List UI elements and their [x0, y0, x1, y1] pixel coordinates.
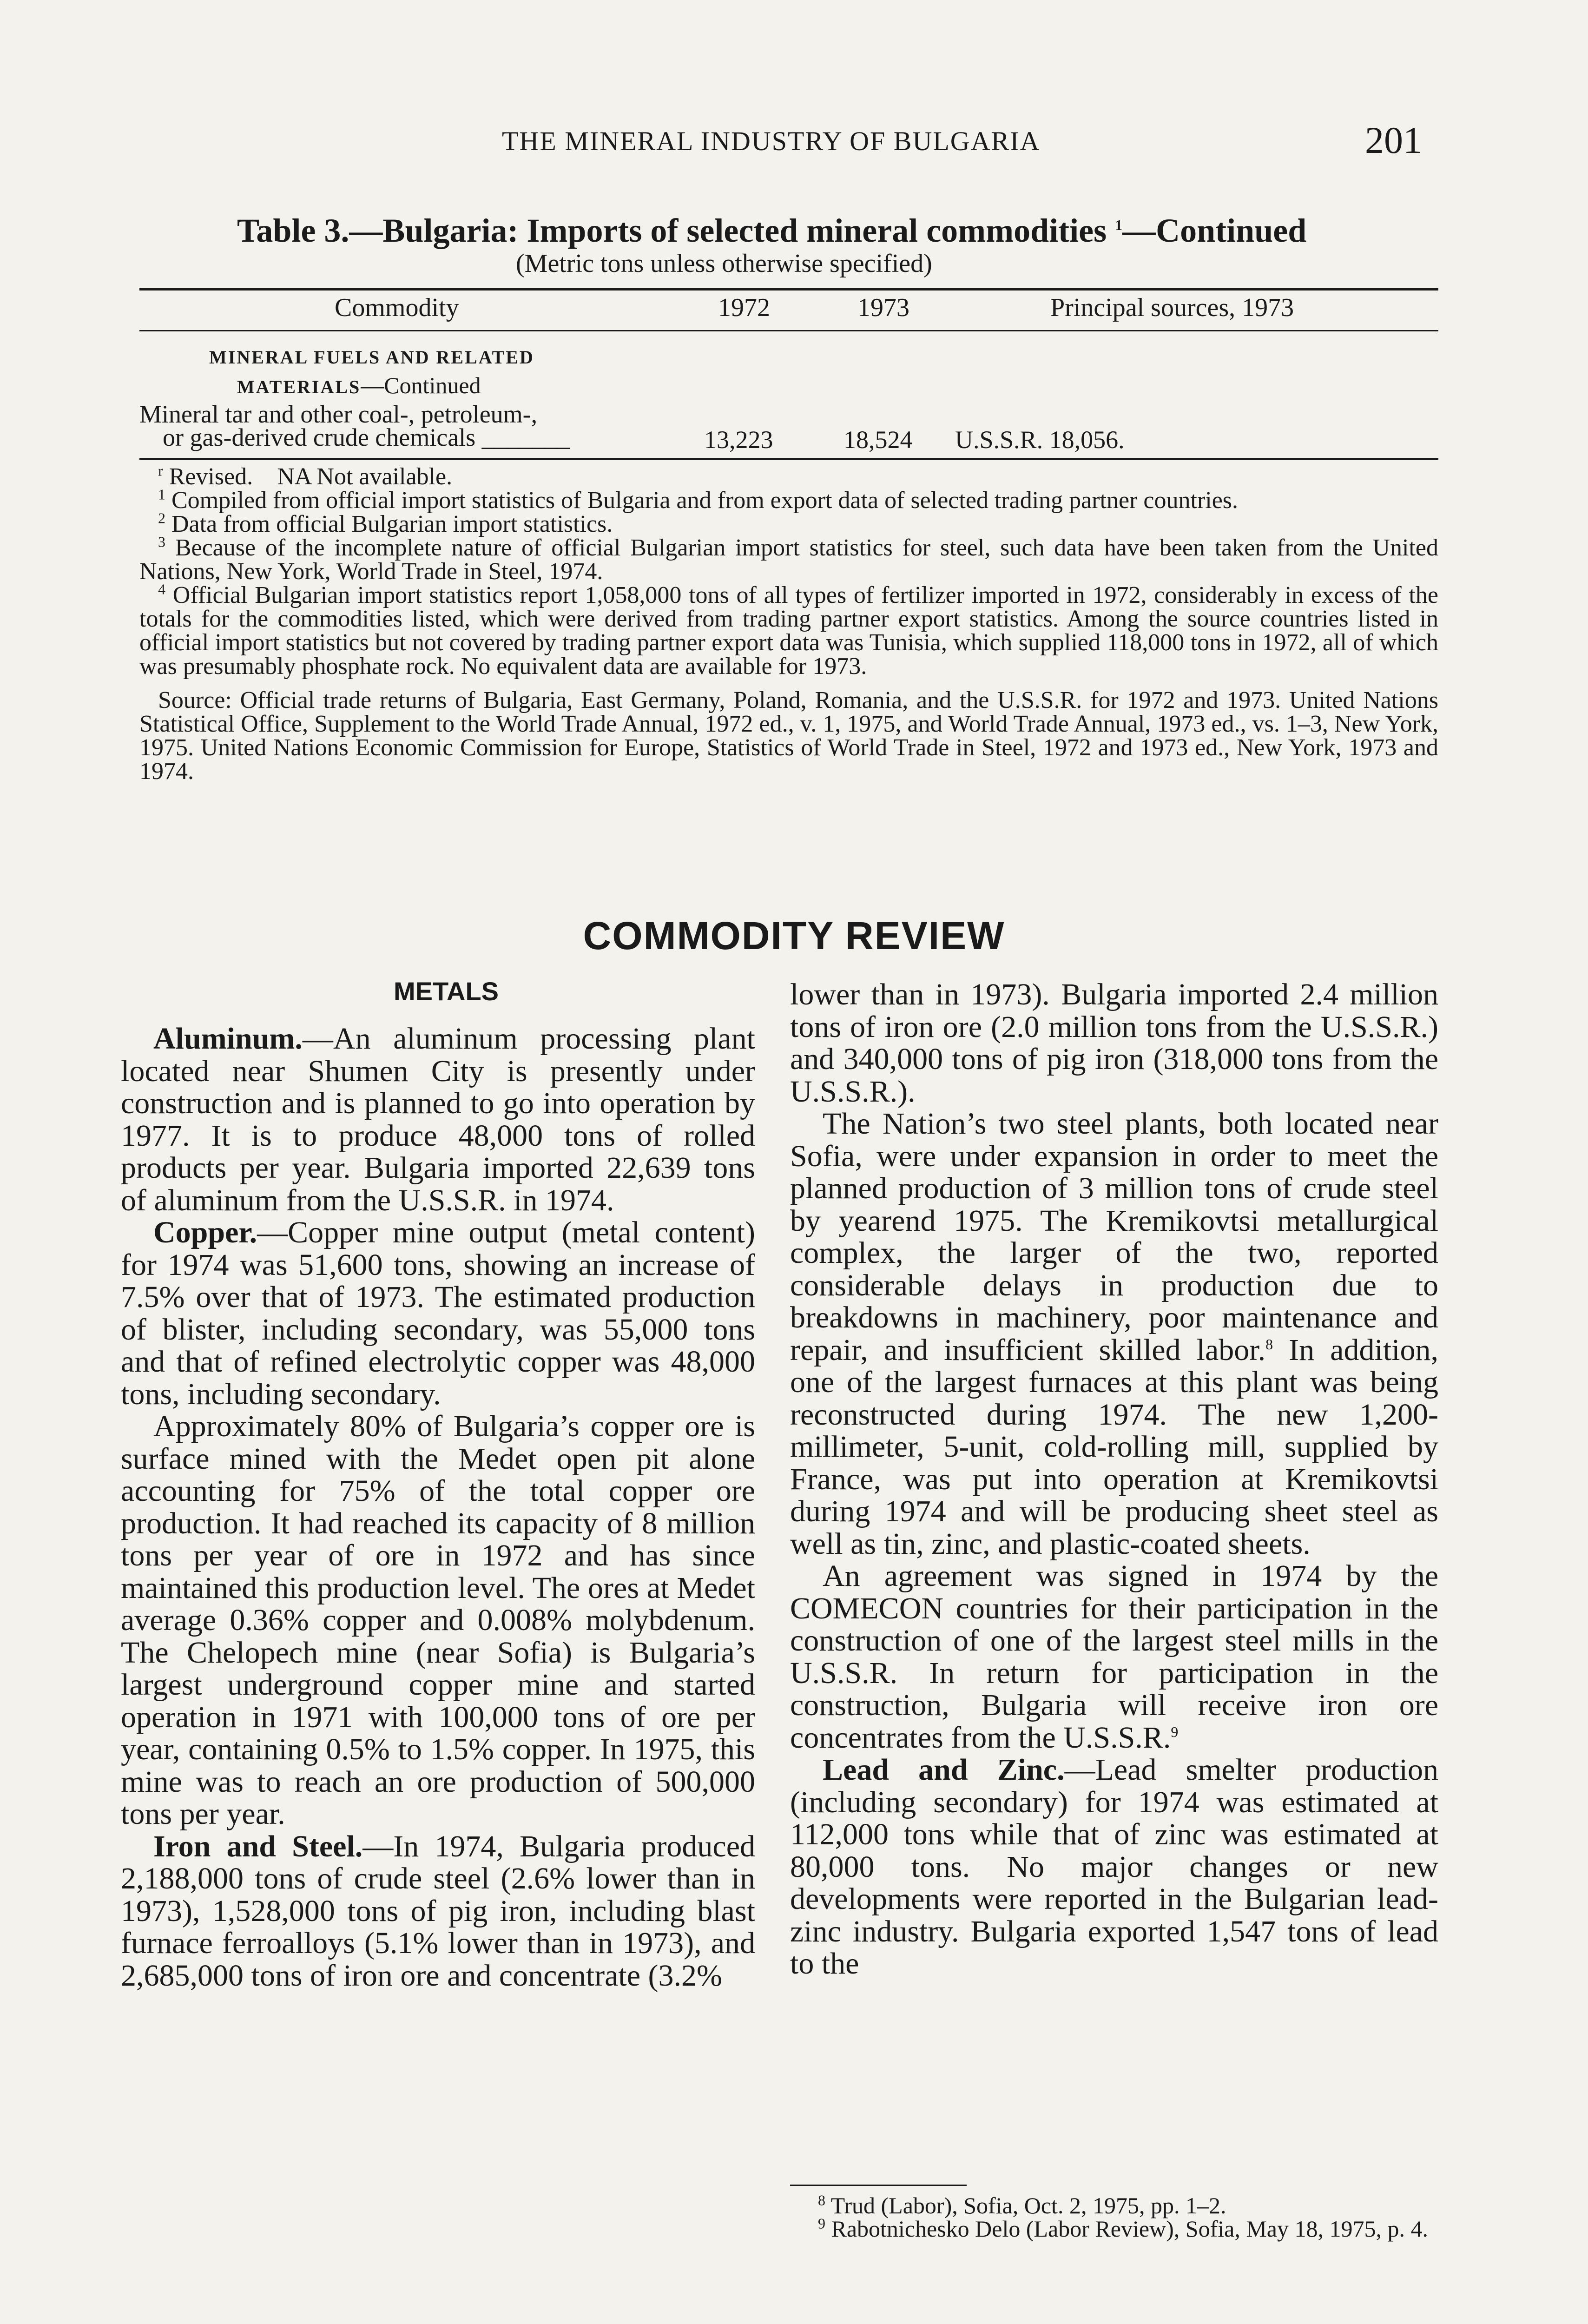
- copper-paragraph: [121, 1216, 755, 1410]
- table-header-row: [0, 293, 1588, 325]
- table-section-heading: MINERAL FUELS AND RELATED: [209, 347, 534, 368]
- lead-zinc-lead: Lead and Zinc.: [823, 1753, 1065, 1787]
- footnote-8-text: Trud (Labor), Sofia, Oct. 2, 1975, pp. 1–2.: [825, 2192, 1226, 2218]
- lead-zinc-text: —Lead smelter production (including secondary) for 1974 was estimated at 112,000 tons while that of zinc was estimated at 80,000 tons. No major changes or new developments were reported in the Bulgarian lead-zinc industry. Bulgaria exported 1,547 tons of lead to the: [790, 1753, 1438, 1981]
- copper-lead: Copper.: [153, 1215, 257, 1249]
- iron-lead: Iron and Steel.: [153, 1829, 363, 1863]
- note-3-text: Because of the incomplete nature of official Bulgarian import statistics for steel, such data have been taken from the United Nations, New York, World Trade in Steel, 1974.: [139, 535, 1438, 585]
- note-1: [139, 486, 1438, 514]
- table-header-rule: [139, 330, 1438, 331]
- note-1-text: Compiled from official import statistics of Bulgaria and from export data of selected trading partner countries.: [165, 487, 1239, 514]
- lead-zinc-paragraph: [790, 1754, 1438, 1980]
- note-3: [139, 533, 1438, 585]
- row-value-1972: 13,223: [704, 426, 773, 454]
- comecon-text: An agreement was signed in 1974 by the COMECON countries for their participation in the construction of one of the largest steel mills in the U.S.S.R. In return for participation in the construction, Bulgaria will receive iron ore concentrates from the U.S.S.R.: [790, 1559, 1438, 1755]
- table-section-heading-continued: [237, 372, 481, 399]
- iron-continued: lower than in 1973). Bulgaria imported 2.4 million tons of iron ore (2.0 million tons from the U.S.S.R.) and 340,000 tons of pig iron (318,000 tons from the U.S.S.R.).: [790, 977, 1438, 1109]
- table-notes: [139, 462, 1438, 785]
- page-header: [121, 119, 1422, 170]
- footnote-ref-9: 9: [1171, 1723, 1179, 1740]
- row-commodity-line2: or gas-derived crude chemicals _______: [163, 423, 570, 451]
- section-caps: MATERIALS: [237, 376, 361, 397]
- note-4-mark: 4: [158, 581, 165, 598]
- table-title-suffix: —Continued: [1122, 212, 1307, 249]
- footnote-rule: [790, 2185, 967, 2186]
- table-subtitle: (Metric tons unless otherwise specified): [516, 249, 932, 278]
- note-source: Source: Official trade returns of Bulgaria, East Germany, Poland, Romania, and the U.S.S.R. for 1972 and 1973. United Nations Statistical Office, Supplement to the World Trade Annual, 1972 ed., v. 1, 1975, and World Trade Annual, 1973 ed., vs. 1–3, New York, 1975. United Nations Economic Commission for Europe, Statistics of World Trade in Steel, 1972 and 1973 ed., New York, 1973 and 1974.: [139, 687, 1438, 785]
- iron-paragraph: [121, 1830, 755, 1992]
- page-footnotes: [790, 2194, 1438, 2240]
- copper-text: —Copper mine output (metal content) for 1974 was 51,600 tons, showing an increase of 7.5% over that of 1973. The estimated production of blister, including secondary, was 55,000 tons and that of refined electrolytic copper was 48,000 tons, including secondary.: [121, 1215, 755, 1411]
- table-title-text: Table 3.—Bulgaria: Imports of selected mineral commodities: [237, 212, 1115, 249]
- row-sources: U.S.S.R. 18,056.: [955, 426, 1125, 454]
- row-commodity-line1: Mineral tar and other coal-, petroleum-,: [139, 400, 538, 428]
- note-2-text: Data from official Bulgarian import statistics.: [165, 511, 613, 537]
- row-value-1973: 18,524: [843, 426, 913, 454]
- table-top-rule: [139, 288, 1438, 290]
- aluminum-lead: Aluminum.: [153, 1022, 303, 1056]
- aluminum-paragraph: [121, 1023, 755, 1216]
- table-title: [237, 211, 1306, 250]
- section-continued: —Continued: [361, 372, 481, 398]
- note-3-mark: 3: [158, 533, 165, 550]
- right-column: [790, 978, 1438, 1980]
- table-bottom-rule: [139, 458, 1438, 460]
- page-number: 201: [1365, 119, 1422, 161]
- note-2: [139, 509, 1438, 537]
- col-header-1972: 1972: [718, 293, 770, 322]
- aluminum-text: —An aluminum processing plant located near Shumen City is presently under construction and is planned to go into operation by 1977. It is to produce 48,000 tons of rolled products per year. Bulgaria imported 22,639 tons of aluminum from the U.S.S.R. in 1974.: [121, 1022, 755, 1217]
- revised-mark: r: [158, 462, 163, 479]
- comecon-paragraph: [790, 1560, 1438, 1754]
- note-2-mark: 2: [158, 509, 165, 527]
- metals-heading: METALS: [393, 977, 499, 1006]
- col-header-commodity: Commodity: [335, 293, 459, 322]
- footnote-ref-8: 8: [1265, 1335, 1273, 1353]
- steel-plants-text-2: In addition, one of the largest furnaces at this plant was being reconstructed during 1974. The new 1,200-millimeter, 5-unit, cold-rolling mill, supplied by France, was put into operation at Kremikovtsi during 1974 and will be producing sheet steel as well as tin, zinc, and plastic-coated sheets.: [790, 1333, 1438, 1561]
- na-text: NA Not available.: [277, 463, 453, 490]
- steel-plants-paragraph: [790, 1108, 1438, 1560]
- note-4-text: Official Bulgarian import statistics report 1,058,000 tons of all types of fertilizer imported in 1972, considerably in excess of the totals for the commodities listed, which were derived from trading partner export statistics. Among the source countries listed in official import statistics but not covered by trading partner export data was Tunisia, which supplied 118,000 tons in 1972, all of which was presumably phosphate rock. No equivalent data are available for 1973.: [139, 582, 1438, 680]
- steel-plants-text: The Nation’s two steel plants, both located near Sofia, were under expansion in order to meet the planned production of 3 million tons of crude steel by yearend 1975. The Kremikovtsi metallurgical complex, the larger of the two, reported considerable delays in production due to breakdowns in machinery, poor maintenance and repair, and insufficient skilled labor.: [790, 1107, 1438, 1367]
- revised-text: Revised.: [163, 463, 253, 490]
- note-revised: [139, 462, 1438, 490]
- running-title: THE MINERAL INDUSTRY OF BULGARIA: [502, 126, 1041, 156]
- footnote-8-mark: 8: [818, 2192, 825, 2209]
- copper-paragraph-2: Approximately 80% of Bulgaria’s copper ore is surface mined with the Medet open pit alone accounting for 75% of the total copper ore production. It had reached its capacity of 8 million tons per year of ore in 1972 and has since maintained this production level. The ores at Medet average 0.36% copper and 0.008% molybdenum. The Chelopech mine (near Sofia) is Bulgaria’s largest underground copper mine and started operation in 1971 with 100,000 tons of ore per year, containing 0.5% to 1.5% copper. In 1975, this mine was to reach an ore production of 500,000 tons per year.: [121, 1409, 755, 1831]
- iron-text: —In 1974, Bulgaria produced 2,188,000 tons of crude steel (2.6% lower than in 1973), 1,528,000 tons of pig iron, including blast furnace ferroalloys (5.1% lower than in 1973), and 2,685,000 tons of iron ore and concentrate (3.2%: [121, 1829, 756, 1993]
- footnote-9-text: Rabotnichesko Delo (Labor Review), Sofia, May 18, 1975, p. 4.: [825, 2216, 1428, 2242]
- footnote-9: [790, 2217, 1438, 2240]
- footnote-9-mark: 9: [818, 2215, 825, 2232]
- col-header-sources: Principal sources, 1973: [1050, 293, 1294, 322]
- col-header-1973: 1973: [857, 293, 909, 322]
- table-title-footnote-mark: 1: [1115, 217, 1123, 233]
- footnote-8: [790, 2194, 1438, 2217]
- left-column: [121, 1023, 755, 1992]
- commodity-review-heading: COMMODITY REVIEW: [583, 914, 1005, 957]
- note-4: [139, 583, 1438, 678]
- note-1-mark: 1: [158, 486, 165, 503]
